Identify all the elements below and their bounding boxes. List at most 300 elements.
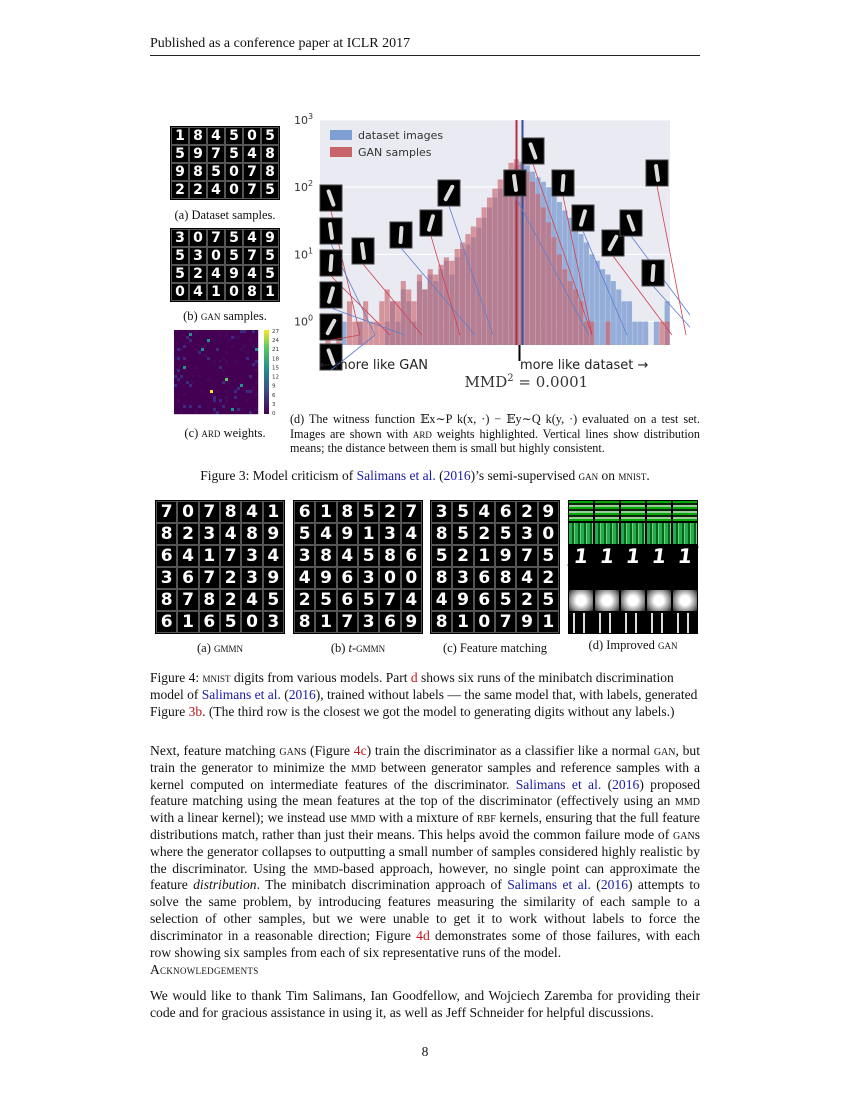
- heatmap-cell: [213, 363, 216, 366]
- heatmap-cell: [204, 339, 207, 342]
- histogram-bar: [595, 261, 600, 345]
- heatmap-cell: [252, 411, 255, 414]
- heatmap-cell: [201, 387, 204, 390]
- heatmap-cell: [207, 360, 210, 363]
- heatmap-cell: [246, 360, 249, 363]
- heatmap-cell: [201, 369, 204, 372]
- heatmap-cell: [222, 393, 225, 396]
- heatmap-cell: [180, 357, 183, 360]
- heatmap-cell: [180, 375, 183, 378]
- figure-ref-link[interactable]: d: [410, 670, 418, 685]
- heatmap-cell: [213, 330, 216, 333]
- heatmap-cell: [195, 384, 198, 387]
- heatmap-cell: [207, 378, 210, 381]
- heatmap-cell: [213, 336, 216, 339]
- digit-cell: 1: [264, 502, 283, 522]
- heatmap-cell: [240, 360, 243, 363]
- feature-matching-samples-grid: [430, 500, 560, 634]
- heatmap-cell: [231, 360, 234, 363]
- figure-ref-link[interactable]: 4d: [416, 927, 430, 943]
- heatmap-cell: [210, 357, 213, 360]
- heatmap-cell: [237, 351, 240, 354]
- heatmap-cell: [240, 372, 243, 375]
- digit-cell: 8: [244, 284, 260, 300]
- heatmap-cell: [216, 384, 219, 387]
- heatmap-cell: [219, 363, 222, 366]
- heatmap-cell: [237, 372, 240, 375]
- heatmap-cell: [255, 384, 258, 387]
- heatmap-cell: [249, 360, 252, 363]
- digit-cell: 7: [380, 590, 399, 610]
- heatmap-cell: [201, 360, 204, 363]
- digit-cell: 6: [338, 590, 357, 610]
- heatmap-cell: [207, 387, 210, 390]
- histogram-bar: [568, 281, 573, 345]
- histogram-bar: [541, 207, 546, 345]
- heatmap-cell: [192, 405, 195, 408]
- heatmap-cell: [252, 402, 255, 405]
- heatmap-cell: [180, 393, 183, 396]
- digit-cell: 1: [316, 612, 335, 632]
- mmd-sup: 2: [507, 373, 514, 384]
- digit-cell: 4: [475, 502, 494, 522]
- heatmap-cell: [240, 387, 243, 390]
- improved-gan-sample: [595, 568, 619, 588]
- digit-cell: 5: [262, 266, 278, 282]
- histogram-bar: [498, 180, 503, 345]
- heatmap-cell: [246, 372, 249, 375]
- heatmap-cell: [189, 330, 192, 333]
- heatmap-cell: [219, 402, 222, 405]
- digit-cell: 4: [295, 568, 314, 588]
- heatmap-cell: [225, 339, 228, 342]
- heatmap-cell: [192, 384, 195, 387]
- heatmap-cell: [237, 387, 240, 390]
- digit-cell: 4: [244, 146, 260, 162]
- heatmap-cell: [252, 330, 255, 333]
- digit-cell: 6: [200, 612, 219, 632]
- heatmap-cell: [231, 402, 234, 405]
- heatmap-cell: [222, 345, 225, 348]
- figure-ref-link[interactable]: 3b: [188, 704, 203, 719]
- heatmap-cell: [213, 357, 216, 360]
- legend-label: GAN samples: [358, 146, 432, 159]
- heatmap-cell: [201, 381, 204, 384]
- heatmap-cell: [216, 390, 219, 393]
- heatmap-cell: [180, 339, 183, 342]
- heatmap-cell: [237, 393, 240, 396]
- heatmap-cell: [189, 393, 192, 396]
- heatmap-cell: [237, 363, 240, 366]
- figure-ref-link[interactable]: 4c: [353, 743, 367, 758]
- heatmap-cell: [243, 393, 246, 396]
- heatmap-cell: [216, 405, 219, 408]
- heatmap-cell: [222, 330, 225, 333]
- heatmap-cell: [195, 342, 198, 345]
- heatmap-cell: [240, 384, 243, 387]
- colorbar-tick-label: 6: [272, 392, 276, 399]
- heatmap-cell: [192, 393, 195, 396]
- heatmap-cell: [189, 381, 192, 384]
- heatmap-cell: [246, 390, 249, 393]
- heatmap-cell: [201, 330, 204, 333]
- digit-cell: 7: [244, 164, 260, 180]
- heatmap-cell: [255, 339, 258, 342]
- heatmap-cell: [228, 345, 231, 348]
- heatmap-cell: [192, 360, 195, 363]
- heatmap-cell: [225, 399, 228, 402]
- mmd-label: $MMD^2 = 0.0001$: [464, 373, 589, 391]
- digit-cell: 5: [226, 230, 242, 246]
- heatmap-cell: [219, 393, 222, 396]
- heatmap-cell: [234, 381, 237, 384]
- heatmap-cell: [237, 348, 240, 351]
- heatmap-cell: [252, 408, 255, 411]
- heatmap-cell: [255, 351, 258, 354]
- heatmap-cell: [252, 387, 255, 390]
- digit-cell: 9: [190, 146, 206, 162]
- digit-cell: 7: [221, 546, 240, 566]
- heatmap-cell: [177, 357, 180, 360]
- heatmap-cell: [195, 399, 198, 402]
- heatmap-cell: [228, 354, 231, 357]
- heatmap-cell: [219, 354, 222, 357]
- improved-gan-sample: [595, 523, 619, 543]
- digit-cell: 7: [200, 502, 219, 522]
- heatmap-cell: [198, 339, 201, 342]
- heatmap-cell: [174, 402, 177, 405]
- digit-cell: 6: [178, 568, 197, 588]
- heatmap-cell: [234, 330, 237, 333]
- heatmap-cell: [174, 360, 177, 363]
- heatmap-cell: [243, 360, 246, 363]
- heatmap-cell: [255, 378, 258, 381]
- heatmap-cell: [246, 348, 249, 351]
- heatmap-cell: [222, 360, 225, 363]
- heatmap-cell: [234, 387, 237, 390]
- heatmap-cell: [195, 339, 198, 342]
- heatmap-cell: [210, 330, 213, 333]
- heatmap-cell: [246, 333, 249, 336]
- heatmap-cell: [243, 384, 246, 387]
- heatmap-cell: [231, 411, 234, 414]
- heatmap-cell: [231, 393, 234, 396]
- heatmap-cell: [174, 363, 177, 366]
- heatmap-cell: [252, 357, 255, 360]
- heatmap-cell: [207, 408, 210, 411]
- heatmap-cell: [219, 399, 222, 402]
- heatmap-cell: [255, 366, 258, 369]
- heatmap-cell: [198, 354, 201, 357]
- heatmap-cell: [243, 396, 246, 399]
- heatmap-cell: [255, 375, 258, 378]
- dataset-samples-grid: [170, 126, 280, 200]
- digit-cell: 3: [295, 546, 314, 566]
- digit-cell: 5: [264, 590, 283, 610]
- citation-link[interactable]: Salimans et al.: [356, 468, 436, 483]
- heatmap-cell: [186, 351, 189, 354]
- ard-weights-heatmap: [172, 328, 292, 416]
- heatmap-cell: [243, 399, 246, 402]
- heatmap-cell: [213, 375, 216, 378]
- heatmap-cell: [240, 345, 243, 348]
- heatmap-cell: [246, 366, 249, 369]
- heatmap-cell: [234, 342, 237, 345]
- heatmap-cell: [231, 408, 234, 411]
- heatmap-cell: [255, 390, 258, 393]
- digit-cell: 8: [295, 612, 314, 632]
- heatmap-cell: [189, 354, 192, 357]
- heatmap-cell: [243, 390, 246, 393]
- heatmap-cell: [240, 381, 243, 384]
- digit-cell: 9: [264, 568, 283, 588]
- heatmap-cell: [183, 330, 186, 333]
- digit-cell: 6: [157, 546, 176, 566]
- heatmap-cell: [204, 357, 207, 360]
- digit-cell: 8: [157, 590, 176, 610]
- digit-cell: 1: [475, 546, 494, 566]
- heatmap-cell: [222, 351, 225, 354]
- heatmap-cell: [216, 360, 219, 363]
- histogram-bar: [616, 289, 621, 345]
- digit-cell: 4: [190, 284, 206, 300]
- digit-cell: 2: [539, 568, 558, 588]
- heatmap-cell: [183, 375, 186, 378]
- heatmap-cell: [246, 354, 249, 357]
- digit-cell: 2: [453, 546, 472, 566]
- heatmap-cell: [234, 375, 237, 378]
- heatmap-cell: [189, 408, 192, 411]
- heatmap-cell: [174, 330, 177, 333]
- heatmap-cell: [225, 384, 228, 387]
- heatmap-cell: [207, 399, 210, 402]
- heatmap-cell: [222, 369, 225, 372]
- histogram-bar: [460, 243, 465, 345]
- heatmap-cell: [174, 336, 177, 339]
- digit-cell: 3: [264, 612, 283, 632]
- digit-cell: 2: [172, 182, 188, 198]
- improved-gan-sample: [595, 501, 619, 521]
- heatmap-cell: [180, 342, 183, 345]
- digit-cell: 2: [190, 266, 206, 282]
- heatmap-cell: [210, 333, 213, 336]
- heatmap-cell: [240, 357, 243, 360]
- heatmap-cell: [252, 381, 255, 384]
- heatmap-cell: [237, 354, 240, 357]
- heatmap-cell: [252, 375, 255, 378]
- heatmap-cell: [255, 348, 258, 351]
- gan-samples-grid: [170, 228, 280, 302]
- heatmap-cell: [201, 411, 204, 414]
- heatmap-cell: [195, 402, 198, 405]
- colorbar-tick-label: 27: [272, 329, 279, 335]
- heatmap-cell: [207, 384, 210, 387]
- heatmap-cell: [201, 396, 204, 399]
- digit-cell: 5: [539, 590, 558, 610]
- heatmap-cell: [216, 378, 219, 381]
- heatmap-cell: [246, 396, 249, 399]
- heatmap-cell: [228, 342, 231, 345]
- heatmap-cell: [231, 396, 234, 399]
- heatmap-cell: [249, 402, 252, 405]
- heatmap-cell: [243, 333, 246, 336]
- histogram-bar: [385, 289, 390, 345]
- heatmap-cell: [195, 405, 198, 408]
- heatmap-cell: [198, 375, 201, 378]
- digit-cell: 4: [244, 266, 260, 282]
- heatmap-cell: [243, 402, 246, 405]
- heatmap-cell: [249, 333, 252, 336]
- histogram-bar: [422, 289, 427, 345]
- heatmap-cell: [210, 402, 213, 405]
- heatmap-cell: [192, 357, 195, 360]
- improved-gan-sample: [647, 523, 671, 543]
- heatmap-cell: [252, 393, 255, 396]
- heatmap-cell: [192, 390, 195, 393]
- heatmap-cell: [201, 399, 204, 402]
- heatmap-cell: [195, 408, 198, 411]
- digit-cell: 5: [453, 524, 472, 544]
- heatmap-cell: [225, 390, 228, 393]
- citation-year-link[interactable]: 2016: [443, 468, 471, 483]
- digit-cell: 8: [338, 502, 357, 522]
- heatmap-cell: [207, 348, 210, 351]
- citation-year-link[interactable]: 2016: [612, 776, 640, 792]
- heatmap-cell: [201, 375, 204, 378]
- heatmap-cell: [180, 381, 183, 384]
- histogram-bar: [562, 269, 567, 345]
- heatmap-cell: [231, 378, 234, 381]
- heatmap-cell: [174, 369, 177, 372]
- heatmap-cell: [177, 354, 180, 357]
- heatmap-cell: [195, 390, 198, 393]
- heatmap-cell: [222, 411, 225, 414]
- heatmap-cell: [207, 411, 210, 414]
- heatmap-cell: [222, 396, 225, 399]
- heatmap-cell: [189, 387, 192, 390]
- heatmap-cell: [228, 387, 231, 390]
- heatmap-cell: [222, 342, 225, 345]
- heatmap-cell: [243, 351, 246, 354]
- heatmap-cell: [249, 330, 252, 333]
- heatmap-cell: [228, 372, 231, 375]
- heatmap-cell: [195, 381, 198, 384]
- improved-gan-sample: [569, 568, 593, 588]
- citation-link[interactable]: Salimans et al.: [507, 877, 591, 893]
- heatmap-cell: [228, 405, 231, 408]
- heatmap-cell: [228, 348, 231, 351]
- heatmap-cell: [204, 405, 207, 408]
- heatmap-cell: [225, 330, 228, 333]
- heatmap-cell: [225, 351, 228, 354]
- heatmap-cell: [249, 390, 252, 393]
- heatmap-cell: [249, 375, 252, 378]
- heatmap-cell: [252, 369, 255, 372]
- heatmap-cell: [243, 339, 246, 342]
- histogram-bar: [632, 321, 637, 345]
- heatmap-cell: [186, 345, 189, 348]
- improved-gan-sample: [673, 590, 697, 610]
- running-header: Published as a conference paper at ICLR 2017: [150, 36, 411, 51]
- digit-cell: 9: [226, 266, 242, 282]
- histogram-bar: [557, 254, 562, 345]
- heatmap-cell: [174, 384, 177, 387]
- heatmap-cell: [231, 351, 234, 354]
- heatmap-cell: [225, 360, 228, 363]
- digit-cell: 2: [380, 502, 399, 522]
- heatmap-cell: [174, 387, 177, 390]
- heatmap-cell: [183, 366, 186, 369]
- heatmap-cell: [174, 393, 177, 396]
- heatmap-cell: [189, 366, 192, 369]
- improved-gan-sample: [621, 501, 645, 521]
- heatmap-cell: [234, 363, 237, 366]
- heatmap-cell: [255, 387, 258, 390]
- citation-link[interactable]: Salimans et al.: [201, 687, 281, 702]
- histogram-bar: [573, 289, 578, 345]
- heatmap-cell: [243, 330, 246, 333]
- heatmap-cell: [210, 396, 213, 399]
- heatmap-cell: [237, 366, 240, 369]
- citation-link[interactable]: Salimans et al.: [515, 776, 602, 792]
- heatmap-cell: [240, 339, 243, 342]
- heatmap-cell: [204, 399, 207, 402]
- heatmap-cell: [180, 363, 183, 366]
- citation-year-link[interactable]: 2016: [600, 877, 629, 893]
- heatmap-cell: [189, 360, 192, 363]
- heatmap-cell: [225, 393, 228, 396]
- heatmap-cell: [225, 363, 228, 366]
- heatmap-cell: [183, 333, 186, 336]
- heatmap-cell: [255, 381, 258, 384]
- heatmap-cell: [189, 396, 192, 399]
- gmmn-samples-grid: [155, 500, 285, 634]
- heatmap-cell: [192, 342, 195, 345]
- digit-cell: 5: [208, 164, 224, 180]
- digit-cell: 4: [432, 590, 451, 610]
- heatmap-cell: [225, 378, 228, 381]
- header-rule: [150, 55, 700, 56]
- heatmap-cell: [249, 387, 252, 390]
- improved-gan-sample: [569, 590, 593, 610]
- fig3a-caption: (a) Dataset samples.: [174, 208, 276, 222]
- improved-gan-sample: [621, 590, 645, 610]
- colorbar-tick-label: 9: [272, 383, 276, 390]
- heatmap-cell: [228, 333, 231, 336]
- heatmap-cell: [225, 408, 228, 411]
- heatmap-cell: [192, 387, 195, 390]
- heatmap-cell: [174, 411, 177, 414]
- heatmap-cell: [252, 363, 255, 366]
- heatmap-cell: [180, 354, 183, 357]
- heatmap-cell: [210, 381, 213, 384]
- heatmap-cell: [177, 411, 180, 414]
- heatmap-cell: [246, 381, 249, 384]
- digit-cell: 1: [262, 284, 278, 300]
- digit-cell: 8: [496, 568, 515, 588]
- heatmap-cell: [210, 354, 213, 357]
- heatmap-cell: [177, 405, 180, 408]
- heatmap-cell: [192, 351, 195, 354]
- digit-cell: 2: [221, 590, 240, 610]
- heatmap-cell: [237, 396, 240, 399]
- heatmap-cell: [180, 390, 183, 393]
- heatmap-cell: [180, 330, 183, 333]
- heatmap-cell: [183, 402, 186, 405]
- heatmap-cell: [192, 363, 195, 366]
- heatmap-cell: [213, 399, 216, 402]
- citation-year-link[interactable]: 2016: [288, 687, 316, 702]
